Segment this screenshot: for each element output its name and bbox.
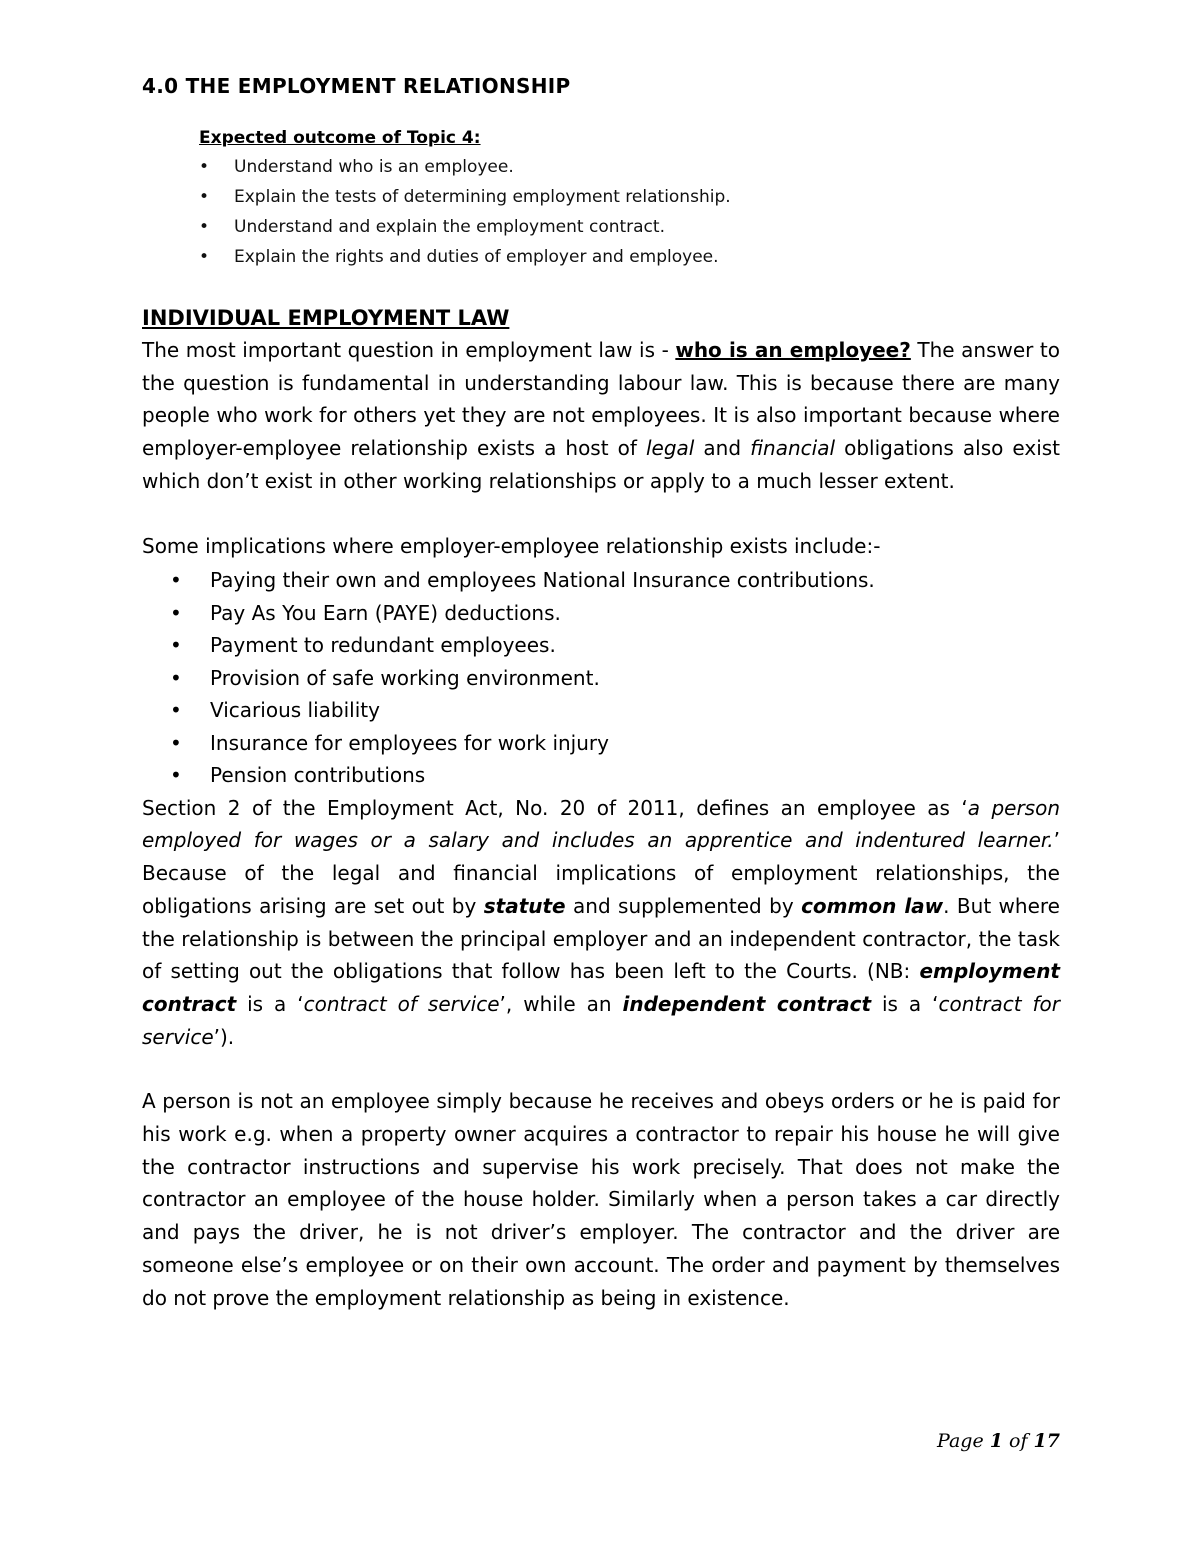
page-content xyxy=(142,74,1060,1314)
text-run: Section 2 of the Employment Act, No. 20 of 2011, defines an employee as ‘ xyxy=(142,795,968,820)
expected-outcome-block xyxy=(199,128,1060,272)
implication-item: • Vicarious liability xyxy=(170,694,1060,727)
main-heading: 4.0 THE EMPLOYMENT RELATIONSHIP xyxy=(142,74,571,98)
emphasis-contract-of-service: contract of service xyxy=(303,991,500,1016)
implications-list xyxy=(142,564,1060,792)
page-footer xyxy=(937,1430,1060,1452)
emphasis-employment-contract: employment contract xyxy=(142,959,1060,1016)
of-label: of xyxy=(1002,1430,1034,1452)
text-run: The answer to the question is fundamental in understanding labour law. This is because there are many people who work for others yet they are not employees. It is also important because where employer-employee relationship exists a host of xyxy=(142,338,1060,461)
page-number: 1 xyxy=(989,1430,1003,1452)
text-run: The most important question in employment law is - xyxy=(142,338,676,362)
employee-test-paragraph: A person is not an employee simply because he receives and obeys orders or he is paid for his work e.g. when a property owner acquires a contractor to repair his house he will give the contractor instructions and supervise his work precisely. That does not make the contractor an employee of the house holder. Similarly when a person takes a car directly and pays the driver, he is not driver’s employer. The contractor and the driver are someone else’s employee or on their own account. The order and payment by themselves do not prove the employment relationship as being in existence. xyxy=(142,1089,1060,1310)
expected-outcome-list xyxy=(199,152,1060,272)
implication-item: • Pay As You Earn (PAYE) deductions. xyxy=(170,597,1060,630)
text-run: obligations also exist which don’t exist in other working relationships or apply to a much lesser extent. xyxy=(142,436,1061,493)
implication-item: • Payment to redundant employees. xyxy=(170,629,1060,662)
text-run: ’). xyxy=(213,1024,235,1049)
text-run: is a ‘ xyxy=(236,991,304,1016)
page-label: Page xyxy=(937,1430,990,1452)
implications-intro: Some implications where employer-employee relationship exists include:- xyxy=(142,533,881,558)
implication-item: • Pension contributions xyxy=(170,759,1060,792)
outcome-item: • Explain the tests of determining employment relationship. xyxy=(199,182,1060,212)
text-run: and xyxy=(694,436,751,461)
total-pages: 17 xyxy=(1033,1430,1060,1452)
text-run: ’, while an xyxy=(499,991,623,1016)
emphasis-financial: financial xyxy=(750,436,836,461)
text-run: and supplemented by xyxy=(565,893,802,918)
outcome-item: • Understand who is an employee. xyxy=(199,152,1060,182)
emphasis-independent-contract: independent contract xyxy=(622,991,872,1016)
emphasis-common-law: common law xyxy=(801,893,944,918)
implication-item: • Provision of safe working environment. xyxy=(170,662,1060,695)
text-run: is a ‘ xyxy=(871,991,939,1016)
text-run: ’ Because of the legal and financial implications of employment relationships, the obligations arising are set out by xyxy=(142,828,1060,918)
question-emphasis: who is an employee? xyxy=(675,338,911,362)
definition-paragraph xyxy=(142,792,1060,1054)
implication-item: • Paying their own and employees National Insurance contributions. xyxy=(170,564,1060,597)
employee-definition: a person employed for wages or a salary and includes an apprentice and indentured learner. xyxy=(142,795,1061,853)
section-heading: INDIVIDUAL EMPLOYMENT LAW xyxy=(142,306,510,330)
intro-paragraph xyxy=(142,334,1060,498)
expected-outcome-heading: Expected outcome of Topic 4: xyxy=(199,128,481,148)
text-run: . But where the relationship is between the principal employer and an independent contractor, the task of setting out the obligations that follow has been left to the Courts. (NB: xyxy=(142,893,1060,984)
outcome-item: • Understand and explain the employment contract. xyxy=(199,212,1060,242)
emphasis-legal: legal xyxy=(645,436,695,461)
emphasis-contract-for-service: contract for service xyxy=(142,991,1061,1049)
implication-item: • Insurance for employees for work injury xyxy=(170,727,1060,760)
outcome-item: • Explain the rights and duties of employer and employee. xyxy=(199,242,1060,272)
emphasis-statute: statute xyxy=(483,893,566,918)
